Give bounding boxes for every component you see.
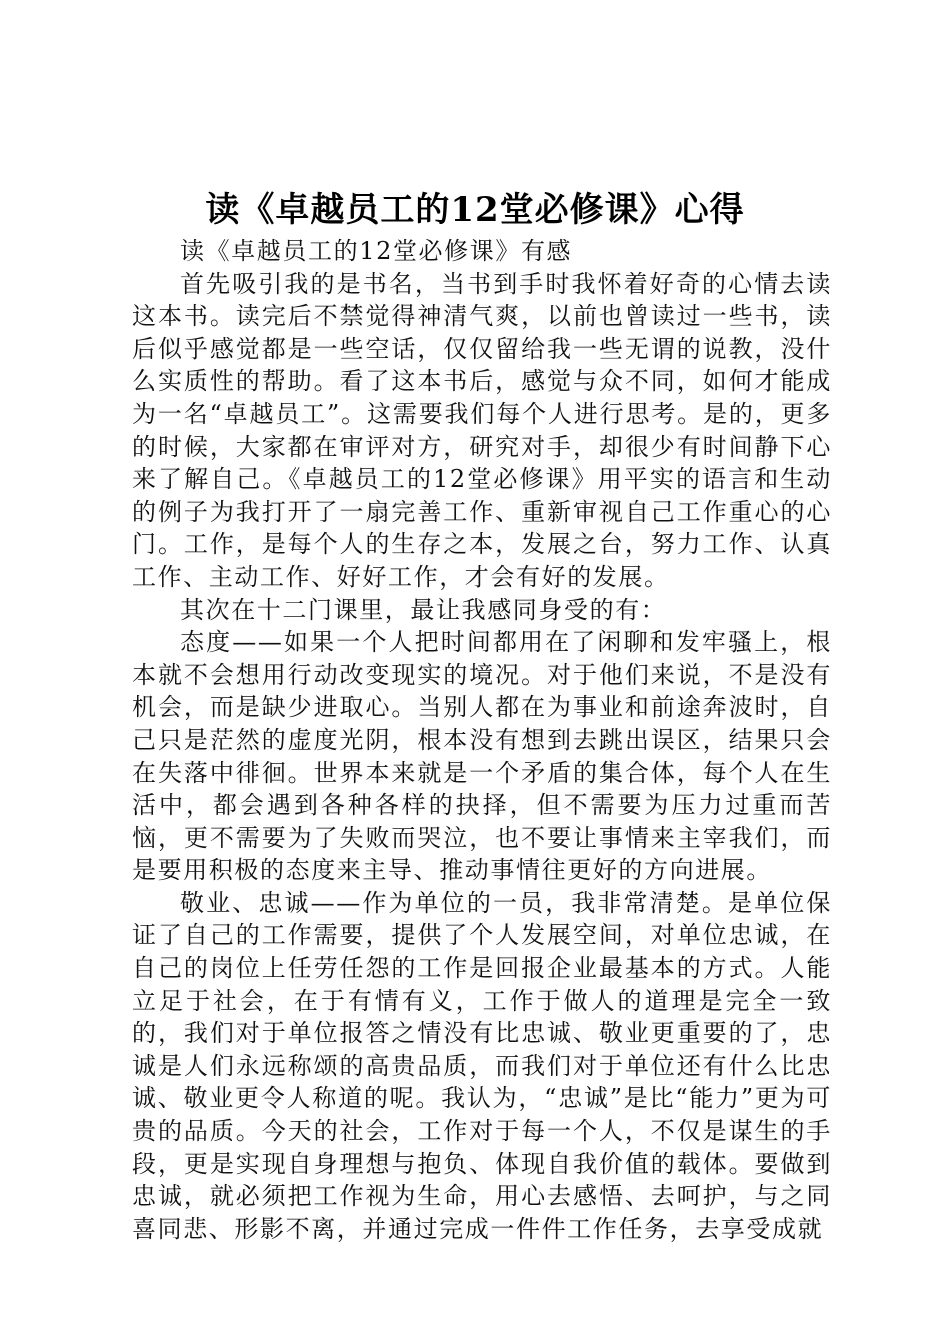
paragraph-subtitle: 读《卓越员工的12堂必修课》有感 [180,237,573,265]
paragraph-loyalty: 敬业、忠诚——作为单位的一员，我非常清楚。是单位保证了自己的工作需要，提供了个人发展空间，对单位忠诚，在自己的岗位上任劳任怨的工作是回报企业最基本的方式。人能立足于社会，在于有情有义，工作于做人的道理是完全一致的，我们对于单位报答之情没有比忠诚、敬业更重要的了，忠诚是人们永远称颂的高贵品质，而我们对于单位还有什么比忠诚、敬业更令人称道的呢。我认为，“忠诚”是比“能力”更为可贵的品质。今天的社会，工作对于每一个人，不仅是谋生的手段，更是实现自身理想与抱负、体现自我价值的载体。要做到忠诚，就必须把工作视为生命，用心去感悟、去呵护，与之同喜同悲、形影不离，并通过完成一件件工作任务，去享受成就 [132,888,832,1243]
document-title: 读《卓越员工的12堂必修课》心得 [205,190,745,230]
paragraph-intro: 首先吸引我的是书名，当书到手时我怀着好奇的心情去读这本书。读完后不禁觉得神清气爽，以前也曾读过一些书，读后似乎感觉都是一些空话，仅仅留给我一些无谓的说教，没什么实质性的帮助。看了这本书后，感觉与众不同，如何才能成为一名“卓越员工”。这需要我们每个人进行思考。是的，更多的时候，大家都在审评对方，研究对手，却很少有时间静下心来了解自己。《卓越员工的12堂必修课》用平实的语言和生动的例子为我打开了一扇完善工作、重新审视自己工作重心的心门。工作，是每个人的生存之本，发展之台，努力工作、认真工作、主动工作、好好工作，才会有好的发展。 [132,269,832,591]
paragraph-lessons-lead: 其次在十二门课里，最让我感同身受的有： [180,595,667,624]
document-body [132,235,832,1245]
paragraph-attitude: 态度——如果一个人把时间都用在了闲聊和发牢骚上，根本就不会想用行动改变现实的境况。对于他们来说，不是没有机会，而是缺少进取心。当别人都在为事业和前途奔波时，自己只是茫然的虚度光阴，根本没有想到去跳出误区，结果只会在失落中徘徊。世界本来就是一个矛盾的集合体，每个人在生活中，都会遇到各种各样的抉择，但不需要为压力过重而苦恼，更不需要为了失败而哭泣，也不要让事情来主宰我们，而是要用积极的态度来主导、推动事情往更好的方向进展。 [132,628,832,885]
